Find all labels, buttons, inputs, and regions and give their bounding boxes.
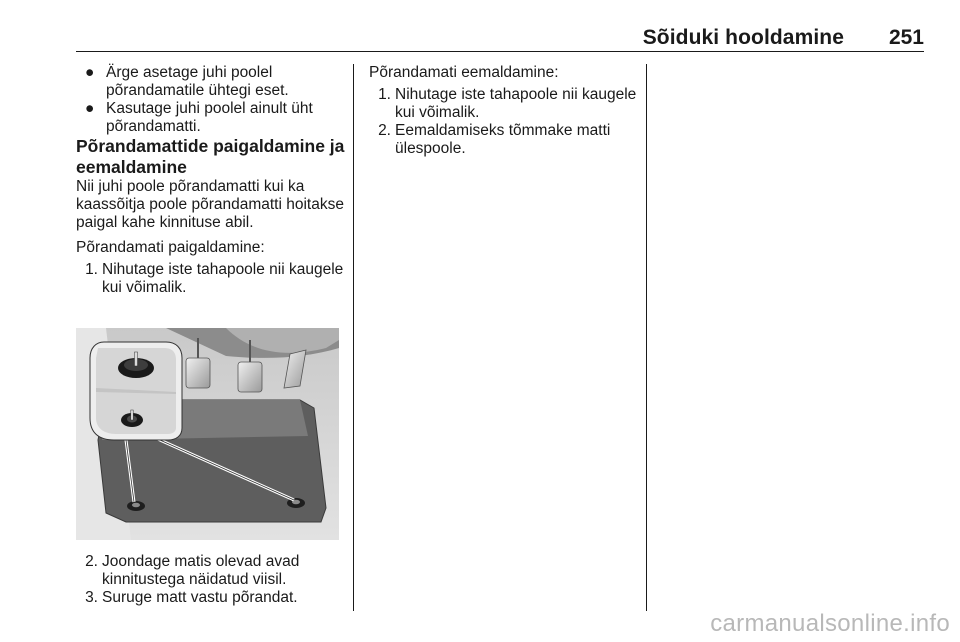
- bullet-text: Ärge asetage juhi poolel põrandamatile ühtegi eset.: [106, 64, 289, 99]
- remove-label: Põrandamati eemaldamine:: [369, 64, 559, 81]
- step-text: Suruge matt vastu põrandat.: [102, 589, 298, 606]
- step-number: 2.: [378, 122, 391, 139]
- floor-mat-illustration: [76, 328, 339, 540]
- column-divider-right: [646, 64, 647, 611]
- remove-step-2: [369, 122, 641, 158]
- left-column-steps: [76, 553, 348, 607]
- page-header-title: Sõiduki hooldamine: [642, 26, 844, 49]
- intro-paragraph: Nii juhi poole põrandamatti kui ka kaassõitja poole põrandamatti hoitakse paigal kahe kinnituse abil.: [76, 178, 344, 231]
- step-number: 1.: [378, 86, 391, 103]
- bullet-dot-icon: ●: [85, 100, 95, 117]
- page-number: 251: [888, 26, 924, 49]
- install-label: Põrandamati paigaldamine:: [76, 239, 265, 256]
- middle-column-text: [369, 64, 641, 158]
- bullet-text: Kasutage juhi poolel ainult üht põrandamatti.: [106, 100, 313, 135]
- step-number: 3.: [85, 589, 98, 606]
- step-text: Joondage matis olevad avad kinnitustega näidatud viisil.: [102, 553, 300, 588]
- install-step-2: [76, 553, 348, 589]
- bullet-dot-icon: ●: [85, 64, 95, 81]
- install-step-1: [76, 261, 348, 297]
- bullet-item: [76, 64, 348, 100]
- step-number: 1.: [85, 261, 98, 278]
- remove-step-1: [369, 86, 641, 122]
- left-column-text: [76, 64, 348, 297]
- install-step-3: [76, 589, 348, 607]
- bullet-item: [76, 100, 348, 136]
- step-text: Nihutage iste tahapoole nii kaugele kui võimalik.: [395, 86, 637, 121]
- floor-mat-illustration-svg: [76, 328, 339, 540]
- header-divider: [76, 51, 924, 52]
- column-divider-left: [353, 64, 354, 611]
- section-heading: Põrandamattide paigaldamine ja eemaldamine: [76, 136, 345, 177]
- step-number: 2.: [85, 553, 98, 570]
- step-text: Eemaldamiseks tõmmake matti ülespoole.: [395, 122, 611, 157]
- step-text: Nihutage iste tahapoole nii kaugele kui võimalik.: [102, 261, 344, 296]
- watermark-text: carmanualsonline.info: [710, 610, 950, 637]
